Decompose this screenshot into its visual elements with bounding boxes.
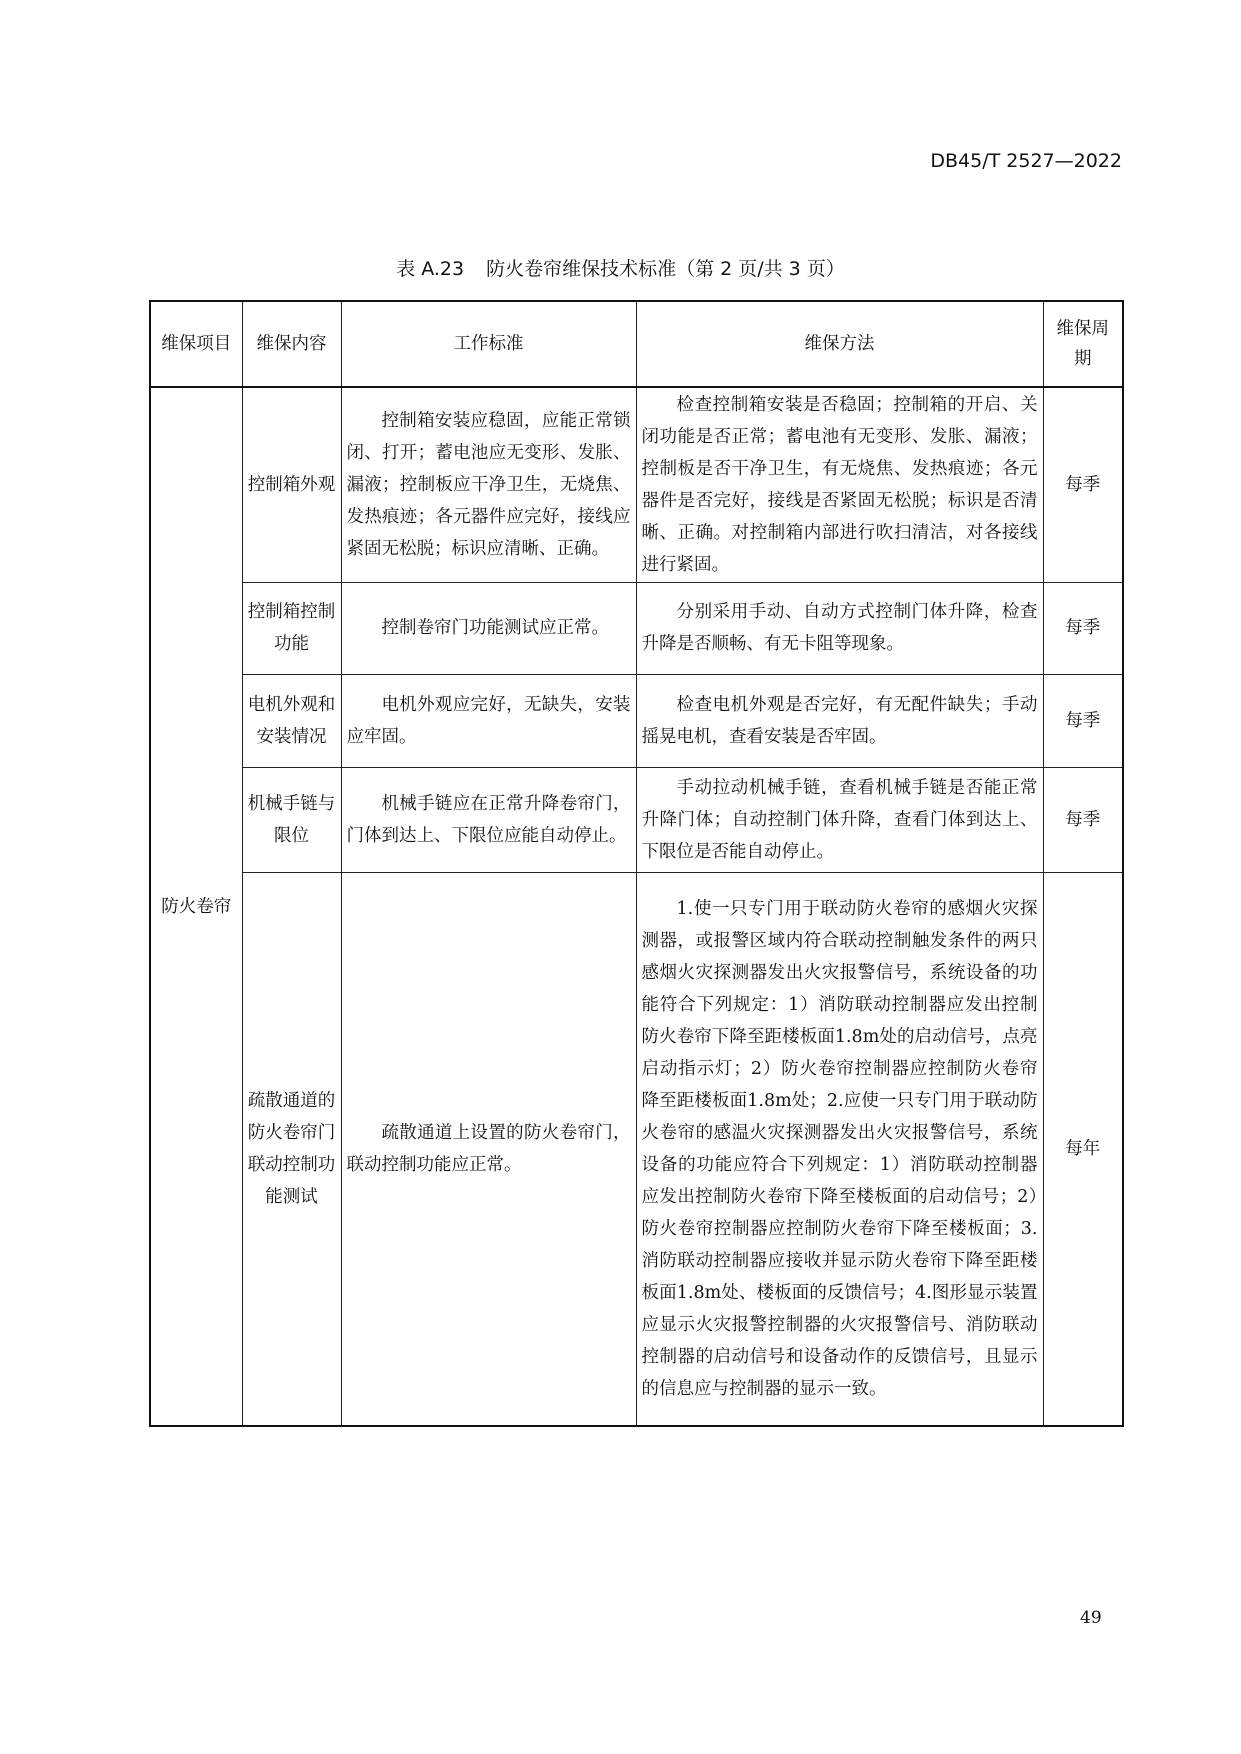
cycle-cell: 每季 (1043, 387, 1123, 582)
table-title-text: 防火卷帘维保技术标准（第 2 页/共 3 页） (486, 258, 845, 280)
col-header-standard: 工作标准 (341, 301, 636, 387)
cycle-cell: 每季 (1043, 674, 1123, 767)
table-row (150, 767, 1123, 872)
method-cell: 1.使一只专门用于联动防火卷帘的感烟火灾探测器，或报警区域内符合联动控制触发条件的两只感烟火灾探测器发出火灾报警信号，系统设备的功能符合下列规定：1）消防联动控制器应发出控制防火卷帘下降至距楼板面1.8m处的启动信号，点亮启动指示灯；2）防火卷帘控制器应控制防火卷帘降至距楼板面1.8m处；2.应使一只专门用于联动防火卷帘的感温火灾探测器发出火灾报警信号，系统设备的功能应符合下列规定：1）消防联动控制器应发出控制防火卷帘下降至楼板面的启动信号；2）防火卷帘控制器应控制防火卷帘下降至楼板面；3.消防联动控制器应接收并显示防火卷帘下降至距楼板面1.8m处、楼板面的反馈信号；4.图形显示装置应显示火灾报警控制器的火灾报警信号、消防联动控制器的启动信号和设备动作的反馈信号，且显示的信息应与控制器的显示一致。 (636, 872, 1043, 1426)
cycle-cell: 每季 (1043, 767, 1123, 872)
content-cell: 电机外观和安装情况 (242, 674, 341, 767)
standard-cell: 控制卷帘门功能测试应正常。 (341, 582, 636, 674)
standard-cell: 控制箱安装应稳固，应能正常锁闭、打开；蓄电池应无变形、发胀、漏液；控制板应干净卫生，无烧焦、发热痕迹；各元器件应完好，接线应紧固无松脱；标识应清晰、正确。 (341, 387, 636, 582)
cycle-cell: 每年 (1043, 872, 1123, 1426)
standard-cell: 电机外观应完好，无缺失，安装应牢固。 (341, 674, 636, 767)
table-title (0, 254, 1241, 281)
table-row (150, 872, 1123, 1426)
method-cell: 检查电机外观是否完好，有无配件缺失；手动摇晃电机，查看安装是否牢固。 (636, 674, 1043, 767)
page-number: 49 (1080, 1608, 1102, 1628)
maintenance-table (149, 300, 1124, 1427)
content-cell: 控制箱控制功能 (242, 582, 341, 674)
standard-number: DB45/T 2527—2022 (930, 150, 1122, 172)
standard-cell: 疏散通道上设置的防火卷帘门，联动控制功能应正常。 (341, 872, 636, 1426)
col-header-method: 维保方法 (636, 301, 1043, 387)
table-row (150, 387, 1123, 582)
col-header-item: 维保项目 (150, 301, 242, 387)
table-number: 表 A.23 (396, 258, 465, 280)
group-cell: 防火卷帘 (150, 387, 242, 1426)
method-cell: 检查控制箱安装是否稳固；控制箱的开启、关闭功能是否正常；蓄电池有无变形、发胀、漏液；控制板是否干净卫生，有无烧焦、发热痕迹；各元器件是否完好，接线是否紧固无松脱；标识是否清晰、正确。对控制箱内部进行吹扫清洁，对各接线进行紧固。 (636, 387, 1043, 582)
content-cell: 机械手链与限位 (242, 767, 341, 872)
cycle-cell: 每季 (1043, 582, 1123, 674)
content-cell: 控制箱外观 (242, 387, 341, 582)
content-cell: 疏散通道的防火卷帘门联动控制功能测试 (242, 872, 341, 1426)
method-cell: 手动拉动机械手链，查看机械手链是否能正常升降门体；自动控制门体升降，查看门体到达上、下限位是否能自动停止。 (636, 767, 1043, 872)
table-header-row (150, 301, 1123, 387)
col-header-cycle: 维保周期 (1043, 301, 1123, 387)
table-row (150, 674, 1123, 767)
standard-cell: 机械手链应在正常升降卷帘门，门体到达上、下限位应能自动停止。 (341, 767, 636, 872)
col-header-content: 维保内容 (242, 301, 341, 387)
method-cell: 分别采用手动、自动方式控制门体升降，检查升降是否顺畅、有无卡阻等现象。 (636, 582, 1043, 674)
table-row (150, 582, 1123, 674)
